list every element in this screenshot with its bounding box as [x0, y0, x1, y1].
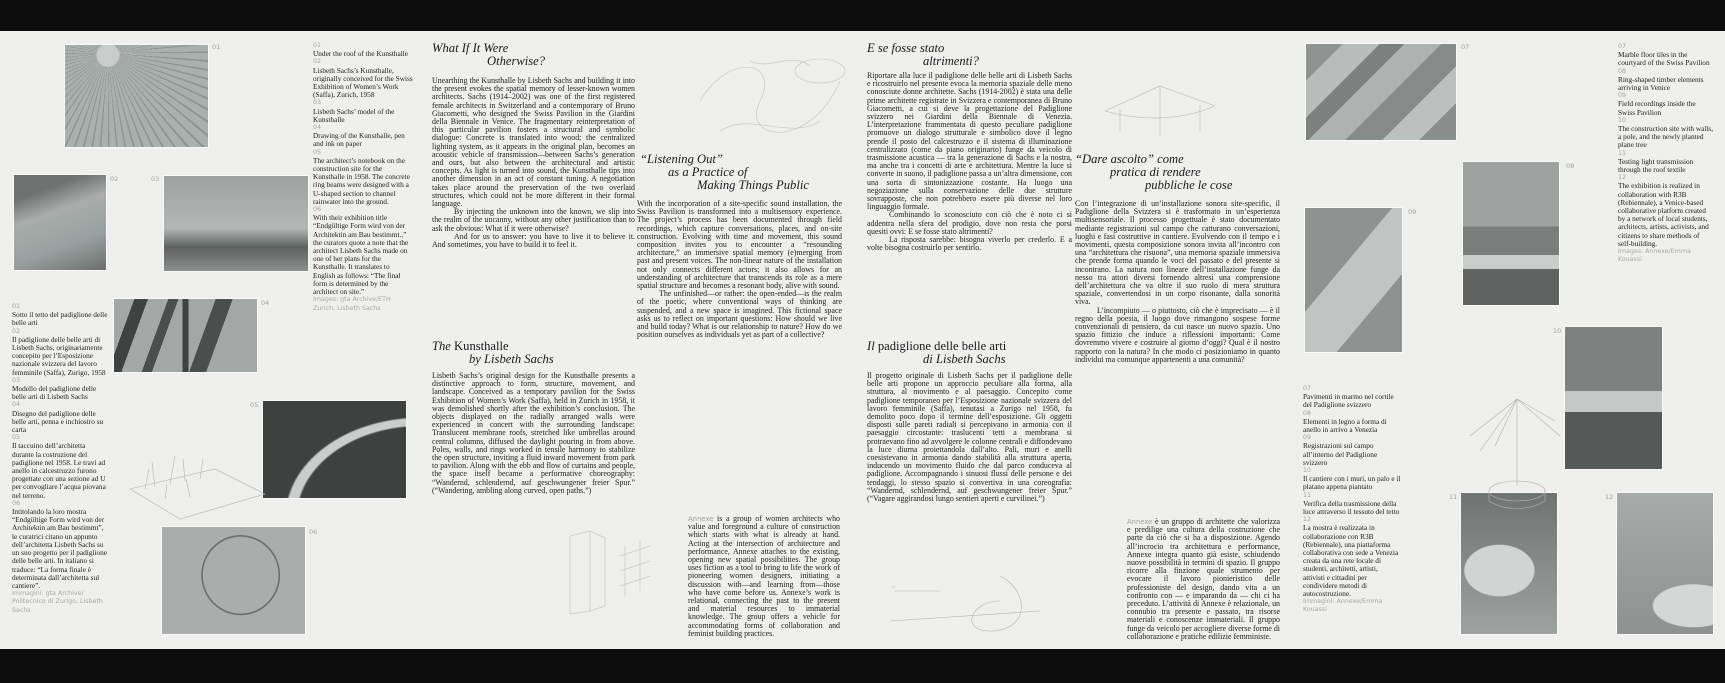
heading-line: as a Practice of	[668, 164, 748, 179]
photo-label-12: 12	[1605, 493, 1614, 501]
umbrella-column-sketch	[1465, 396, 1570, 516]
caption-number: 08	[1618, 67, 1627, 75]
heading-line: Otherwise?	[487, 53, 546, 68]
photo-12-ring-benches	[1616, 492, 1714, 635]
article-e-se-fosse	[867, 72, 1072, 252]
annexe-description: is a group of women architects who value and foreground a culture of construction which starts with what is already at hand. Acting at the intersection of architecture and performance, Annexe attaches to the existing, opening new spatial possibilities. The group uses fiction as a tool to bring to life the work of pioneering women designers, initiating a discussion with—and learning from—those who have come before us. Annexe’s work is relational, connecting the past to the present and material resources to immaterial knowledge. The group offers a vehicle for accommodating forms of collaboration and feminist building practices.	[688, 514, 840, 638]
heading-kunsthalle	[432, 340, 554, 366]
caption-text: Under the roof of the Kunsthalle	[313, 49, 409, 59]
heading-pre: Il	[867, 339, 875, 353]
caption-text: Marble floor tiles in the courtyard of the Swiss Pavilion	[1618, 50, 1710, 68]
heading-main: Kunsthalle	[454, 339, 509, 353]
caption-text: Verifica della trasmissione della luce attraverso il tessuto del tetto	[1303, 498, 1400, 517]
photo-label-02: 02	[110, 175, 119, 183]
photo-label-08: 08	[1566, 162, 1575, 170]
heading-what-if-otherwise	[432, 42, 545, 68]
heading-line: pratica di rendere	[1110, 164, 1201, 179]
caption-number: 01	[12, 303, 21, 310]
photo-07-marble-tiles	[1305, 43, 1457, 141]
caption-number: 10	[1618, 116, 1627, 124]
captions-en-right	[1618, 43, 1714, 264]
annexe-name: Annexe	[1127, 518, 1153, 526]
caption-number: 07	[1618, 43, 1627, 50]
caption-number: 06	[313, 206, 322, 214]
caption-text: Lisbeth Sachs’ model of the Kunsthalle	[313, 106, 395, 124]
heading-line: “Listening Out”	[640, 152, 723, 166]
heading-line: Making Things Public	[697, 177, 809, 192]
caption-text: Registrazioni sul campo all’interno del Padiglione svizzero	[1303, 441, 1378, 467]
photo-label-06: 06	[309, 528, 318, 536]
caption-number: 11	[1618, 149, 1627, 157]
captions-it-left	[12, 303, 108, 615]
article-what-if-otherwise	[432, 77, 635, 249]
heading-line: pubbliche le cose	[1145, 177, 1233, 192]
heading-dare-ascolto	[1075, 153, 1232, 191]
article-dare-ascolto	[1075, 200, 1280, 364]
heading-line: di Lisbeth Sachs	[923, 351, 1006, 366]
caption-number: 01	[313, 42, 322, 49]
caption-text: La mostra è realizzata in collaborazione con R3B (Rebiennale), una piattaforma collaborativa con sede a Venezia creata da una rete locale di studenti, architetti, artisti, attivisti e cittadini per condividere metodi di autocostruzione.	[1303, 523, 1399, 599]
about-annexe-it	[1127, 518, 1280, 641]
image-credit: Immagini: Annexe/Emma Kouassi	[1303, 598, 1383, 614]
photo-02-exhibition-walls	[13, 174, 107, 271]
caption-number: 12	[1618, 174, 1627, 182]
paragraph: La risposta sarebbe: bisogna viverlo per crederlo. E a volte bisogna costruirlo per sentirlo.	[867, 235, 1072, 253]
captions-it-right	[1303, 385, 1401, 615]
heading-main: padiglione delle belle arti	[877, 339, 1007, 353]
photo-label-01: 01	[212, 43, 221, 51]
caption-number: 04	[313, 124, 322, 132]
caption-text: Ring-shaped timber elements arriving in Venice	[1618, 74, 1704, 93]
caption-text: The exhibition is realized in collaboration with R3B (Rebiennale), a Venice-based collaborative platform created by a network of local students, architects, artists, activists, and citizens to share methods of self-building.	[1618, 181, 1709, 248]
paragraph: And for us to answer: you have to live it to believe it. And sometimes, you have to build it to feel it.	[432, 231, 635, 250]
photo-label-04: 04	[261, 299, 270, 307]
annexe-name: Annexe	[688, 515, 714, 523]
caption-number: 06	[12, 499, 21, 507]
caption-number: 04	[12, 401, 21, 409]
caption-text: Il cantiere con i muri, un palo e il platano appena piantato	[1303, 474, 1401, 492]
caption-text: Il taccuino dell’architetta durante la costruzione del padiglione nel 1958. Le travi ad anello in calcestruzzo furono progettate con una sezione ad U per convogliare l’acqua piovana nel terreno.	[12, 441, 106, 500]
caption-text: Pavimenti in marmo nel cortile del Padiglione svizzero	[1303, 392, 1394, 410]
annexe-description: è un gruppo di architette che valorizza e predilige una cultura della costruzione che parte da ciò che si ha a disposizione. Agendo all’incrocio tra architettura e performance, Annexe integra quanto già esiste, schiudendo nuove possibilità in termini di spazio. Il gruppo ricorre alla finzione quale strumento per evocare il lavoro pionieristico delle professioniste del design, dando vita a un confronto con — e imparando da — chi ci ha preceduto. L’attività di Annexe è relazionale, un connubio tra presente e passato, tra risorse materiali e conoscenze immateriali. Il gruppo funge da veicolo per accogliere diverse forme di collaborazione e pratiche edilizie femministe.	[1127, 517, 1280, 641]
image-credit: Images: Annexe/Emma Kouassi	[1618, 248, 1691, 264]
image-credit: Immagini: gta Archive/ Politecnico di Zurigo, Lisbeth Sachs	[12, 590, 103, 614]
heading-line: altrimenti?	[923, 53, 979, 68]
article-listening-out	[637, 200, 842, 339]
caption-number: 05	[12, 434, 21, 442]
paragraph: With the incorporation of a site-specific sound installation, the Swiss Pavilion is transformed into a multisensory experience. The project’s process has been documented through field recordings, which capture conversations, places, and on-site construction. Evolving with time and movement, this sound composition invites you to encounter a “resounding architecture,” an immersive spatial memory (e)merging from past and present voices. The non-linear nature of the installation not only connects different actors; it also allows for an understanding of architecture that transcends its role as a mere spatial structure and becomes a resonant body, alive with sound.	[637, 199, 842, 291]
photo-label-10: 10	[1553, 327, 1562, 335]
caption-number: 09	[1303, 434, 1312, 442]
caption-text: Testing light transmission through the roof textile	[1618, 156, 1694, 175]
photo-label-11: 11	[1449, 493, 1458, 501]
caption-number: 12	[1303, 516, 1312, 524]
paragraph: Lisbeth Sachs’s original design for the Kunsthalle presents a distinctive approach to form, structure, movement, and landscape. Conceived as a temporary pavilion for the Swiss Exhibition of Women’s Work (Saffa), held in Zurich in 1958, it was demolished shortly after the exhibition’s conclusion. The objects displayed on the radially arranged walls were experienced in concert with the surrounding landscape: Translucent membrane roofs, stretched like umbrellas around central columns, diffused the daylight pouring in from above. Poles, walls, and rings worked in tensile harmony to stabilize the open structure, inviting a fluid inward movement from park to pavilion. Along with the ebb and flow of curtains and people, the space itself became a performative choreography: “Wandernd, schlendernd, auf geschwungener freier Spur.” (“Wandering, ambling along curved, open paths.”)	[432, 371, 635, 495]
article-kunsthalle	[432, 372, 635, 495]
caption-number: 02	[12, 327, 21, 335]
photo-10-construction-site	[1564, 326, 1663, 470]
photo-label-07: 07	[1461, 43, 1470, 51]
caption-text: The construction site with walls, a pole, and the newly planted plane tree	[1618, 124, 1714, 150]
caption-number: 03	[313, 99, 322, 107]
photo-01-kunsthalle-roof	[64, 44, 209, 148]
photo-08-timber-elements	[1462, 161, 1560, 306]
about-annexe-en	[688, 515, 840, 638]
pavilion-roof-sketch	[1100, 81, 1220, 141]
heading-listening-out	[640, 153, 809, 191]
caption-number: 11	[1303, 491, 1312, 499]
paragraph: Con l’integrazione di un’installazione sonora site-specific, il Padiglione della Svizzera si è trasformato in un’esperienza multisensoriale. Il processo progettuale è stato documentato mediante registrazioni sul campo che catturano conversazioni, luoghi e fasi costruttive in cantiere. Evolvendo con il tempo e i movimenti, questa composizione sonora invita all’incontro con una “architettura che risuona”, una memoria spaziale immersiva che prende forma quando le voci del passato e del presente si incontrano. La natura non lineare dell’installazione funge da nesso tra attori diversi fornendo altresì una comprensione dell’architettura che va oltre il suo ruolo di mera struttura spaziale, convertendosi in un corpo risonante, dalla sonorità viva.	[1075, 199, 1280, 307]
caption-text: Drawing of the Kunsthalle, pen and ink on paper	[313, 131, 405, 149]
caption-number: 08	[1303, 409, 1312, 417]
caption-text: Intitolando la loro mostra “Endgültige Form wird von der Architektin am Bau bestimmt”, le curatrici citano un appunto dell’architetta Lisbeth Sachs su un suo progetto per il padiglione delle belle arti. In italiano si traduce: “La forma finale è determinata dall’architetta sul cantiere”.	[12, 507, 108, 590]
photo-06-plan	[161, 526, 306, 635]
photo-04-drawing	[113, 298, 258, 373]
photo-label-09: 09	[1408, 208, 1417, 216]
heading-line: by Lisbeth Sachs	[469, 351, 554, 366]
caption-text: Elementi in legno a forma di anello in arrivo a Venezia	[1303, 416, 1387, 435]
caption-text: With their exhibition title “Endgültige Form wird von der Architektin am Bau bestimmt.,” the curators quote a note that the architect Lisbeth Sachs made on one of her plans for the Kunsthalle. It translates to English as follows: “The final form is determined by the architect on site.”	[313, 213, 409, 297]
photo-03-model	[163, 175, 309, 272]
heading-line: E se fosse stato	[867, 41, 945, 55]
image-credit: Images: gta Archive/ETH Zurich, Lisbeth Sachs	[313, 296, 391, 312]
caption-text: Modello del padiglione delle belle arti di Lisbeth Sachs	[12, 384, 97, 402]
heading-e-se-fosse	[867, 42, 979, 68]
paragraph: Riportare alla luce il padiglione delle belle arti di Lisbeth Sachs e ricostruirlo nel presente evoca la memoria spaziale delle meno conosciute donne architette. Sachs (1914-2002) è stata una delle prime architette registrate in Svizzera e contemporanea di Bruno Giacometti, a cui si deve la progettazione del Padiglione svizzero nei Giardini della Biennale di Venezia. L’interpretazione frammentata di questo peculiare padiglione promuove un dialogo strutturale e simbolico dove il legno prende il posto del calcestruzzo e il sistema di illuminazione centralizzato (come da piano originario) funge da veicolo di trasmissione acustica — tra la generazione di Sachs e la nostra, ma anche tra i concetti di arte e architettura. Mentre la luce si converte in suono, il padiglione passa a un’altra dimensione, con una sorta di sintonizzazione costante. Ha luogo una negoziazione sulla conservazione delle due strutture sovrapposte, che non potrebbero essere più diverse nel loro linguaggio formale.	[867, 71, 1072, 212]
photo-05-notebook-ring-beams	[262, 400, 407, 499]
paragraph: The unfinished—or rather: the open-ended—is the realm of the poetic, where conventional ways of thinking are suspended, and a new space is imagined. This fictional space asks us to reflect on important questions: How should we live and build today? What is our relationship to nature? How do we position ourselves as individuals yet as part of a collective?	[637, 289, 842, 340]
newspaper-spread	[0, 31, 1725, 649]
caption-text: Field recordings inside the Swiss Pavilion	[1618, 99, 1696, 117]
caption-text: The architect’s notebook on the construction site for the Kunsthalle in 1958. The concrete ring beams were designed with a U-shaped section to channel rainwater into the ground.	[313, 155, 410, 206]
article-padiglione	[867, 372, 1072, 503]
caption-number: 05	[313, 148, 322, 156]
paragraph: Unearthing the Kunsthalle by Lisbeth Sachs and building it into the present evokes the spatial memory of lesser-known women architects. Sachs (1914–2002) was one of the first registered female architects in Switzerland and a contemporary of Bruno Giacometti, who designed the Swiss Pavilion in the Giardini della Biennale in Venice. The fragmentary reinterpretation of this particular pavilion fosters a structural and symbolic dialogue: Concrete is translated into wood; the centralized lighting system, as it appears in the original plan, becomes an acoustic vehicle of transmission—between Sachs’s generation and ours, but also between the architectural and artistic concepts. As light is turned into sound, the Kunsthalle tips into another dimension in an act of constant tuning. A negotiation takes place around the preservation of the two overlaid structures, which could not be more different in their formal language.	[432, 76, 635, 209]
ring-plan-sketch	[880, 571, 1050, 641]
heading-padiglione	[867, 340, 1006, 366]
photo-label-03: 03	[151, 175, 160, 183]
paragraph: By injecting the unknown into the known, we slip into the realm of the uncanny, without any other justification than to ask the obvious: What if it were otherwise?	[432, 207, 635, 233]
caption-number: 02	[313, 58, 322, 66]
caption-text: Lisbeth Sachs’s Kunsthalle, originally conceived for the Swiss Exhibition of Women’s Work (Saffa), Zurich, 1958	[313, 65, 413, 100]
caption-text: Il padiglione delle belle arti di Lisbeth Sachs, originariamente concepito per l’Esposizione nazionale svizzera del lavoro femminile (Saffa), Zurigo, 1958	[12, 334, 106, 377]
caption-number: 10	[1303, 467, 1312, 475]
photo-09-field-recordings	[1304, 207, 1403, 353]
svg-text:~: ~	[892, 585, 896, 591]
caption-text: Sotto il tetto del padiglione delle belle arti	[12, 310, 108, 328]
paragraph: L’incompiuto — o piuttosto, ciò che è imprecisato — è il regno della poesia, il luogo dove rimangono sospese forme convenzionali di pensiero, da cui nasce un nuovo spazio. Uno spazio fittizio che induce a riflessioni importanti: Come dovremmo vivere e costruire al giorno d’oggi? Qual è il nostro rapporto con la natura? In che modo ci posizioniamo in quanto individui ma comunque appartenenti a una comunità?	[1075, 305, 1280, 364]
paragraph: Combinando lo sconosciuto con ciò che è noto ci si addentra nella sfera del prodigio, dove non resta che porsi quesiti ovvi: E se fosse stato altrimenti?	[867, 210, 1072, 236]
heading-line: “Dare ascolto” come	[1075, 152, 1184, 166]
caption-text: Disegno del padiglione delle belle arti, penna e inchiostro su carta	[12, 408, 104, 435]
caption-number: 07	[1303, 385, 1312, 392]
caption-number: 03	[12, 376, 21, 384]
captions-en-left	[313, 42, 413, 313]
plant-sketch	[125, 449, 270, 524]
caption-number: 09	[1618, 92, 1627, 100]
heading-line: What If It Were	[432, 41, 509, 55]
photo-label-05: 05	[250, 401, 259, 409]
paragraph: Il progetto originale di Lisbeth Sachs per il padiglione delle belle arti propone un approccio peculiare alla forma, alla struttura, al movimento e al paesaggio. Concepito come padiglione temporaneo per l’Esposizione nazionale svizzera del lavoro femminile (Saffa), tenutasi a Zurigo nel 1958, fu demolito poco dopo il termine dell’esposizione. Gli oggetti disposti sulle pareti radiali si percepivano in armonia con il paesaggio circostante: traslucenti tetti a membrana si protraevano fino ad avvolgere le colonne centrali e diffondevano la luce diurna proiettandola dall’alto. Pali, muri e anelli coesistevano in armonia dando stabilità alla struttura aperta, inducendo un movimento fluido che dal parco conduceva al padiglione. Accompagnando i sinuosi flussi delle persone e dei tendaggi, lo stesso spazio si convertiva in una coreografia: “Wandernd, schlendernd, auf geschwungener freier Spur.” (“Vagare aggirandosi lungo sentieri aperti e curvilinei.”)	[867, 371, 1072, 504]
heading-pre: The	[432, 339, 451, 353]
brick-column-sketch	[560, 526, 660, 616]
scribble-sketch	[690, 41, 860, 161]
